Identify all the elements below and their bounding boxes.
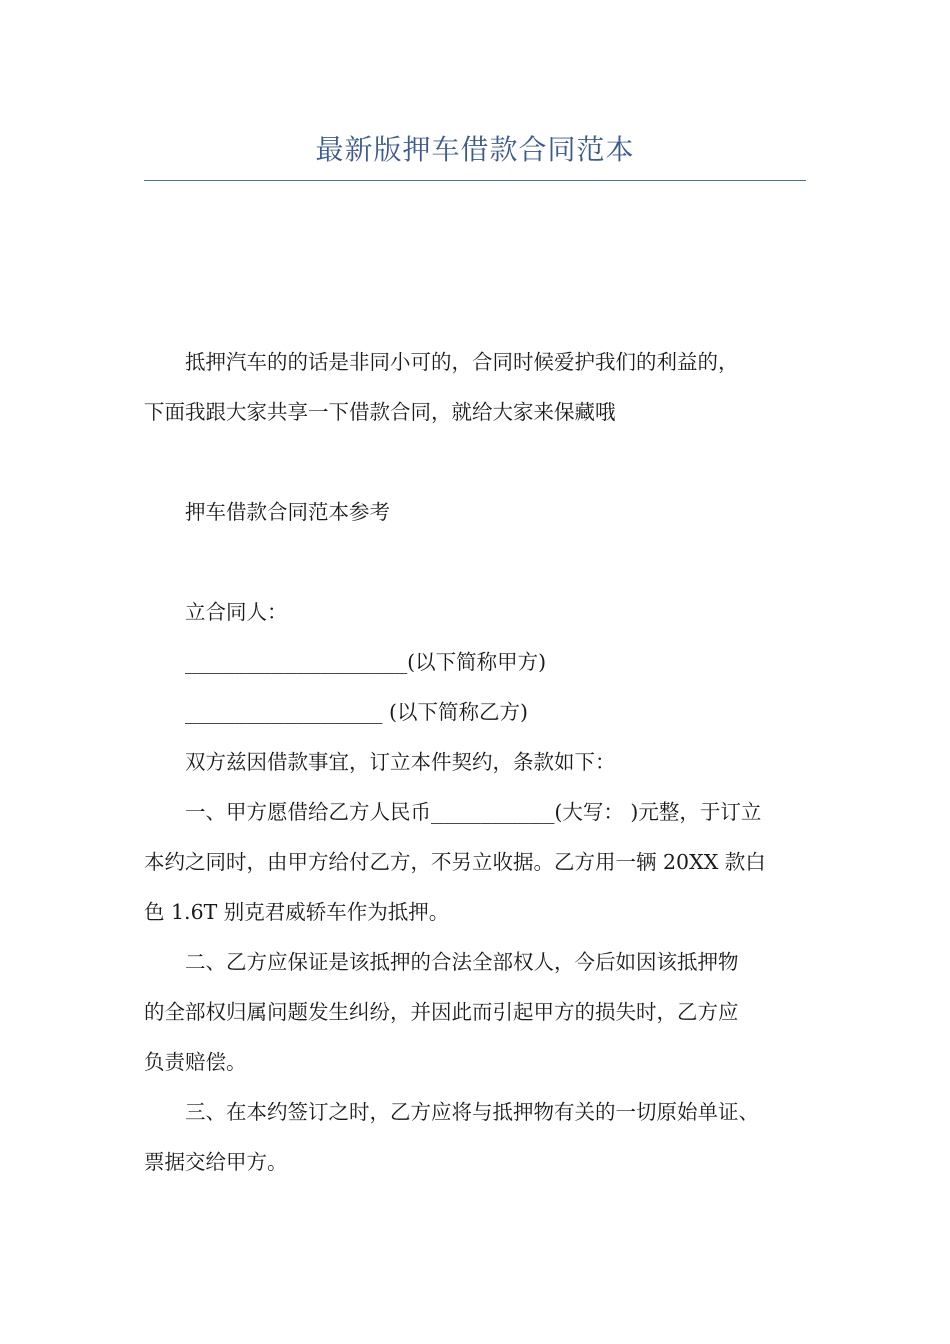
clause-3-line-1: 三、在本约签订之时，乙方应将与抵押物有关的一切原始单证、 (185, 1100, 759, 1124)
clause-1-text-b: (大写： )元整，于订立 (554, 800, 762, 824)
party-b-blank: ________________ (185, 700, 383, 724)
clause-2-line-2: 的全部权归属问题发生纠纷，并因此而引起甲方的损失时，乙方应 (144, 1000, 739, 1024)
clause-2-line-3: 负责赔偿。 (144, 1050, 247, 1074)
intro-line-1: 抵押汽车的的话是非同小可的，合同时候爱护我们的利益的， (185, 350, 739, 374)
preamble: 双方兹因借款事宜，订立本件契约，条款如下： (185, 750, 616, 774)
title-underline (144, 180, 806, 181)
party-a-line (144, 637, 808, 687)
clause-1-text-a: 一、甲方愿借给乙方人民币 (185, 800, 431, 824)
party-b-text: (以下简称乙方) (382, 700, 528, 724)
clause-1-line-2: 本约之同时，由甲方给付乙方，不另立收据。乙方用一辆 20XX 款白 (144, 850, 766, 874)
clause-3-line-2: 票据交给甲方。 (144, 1150, 288, 1174)
party-b-line (144, 687, 808, 737)
parties-label: 立合同人： (185, 600, 288, 624)
document-body (144, 337, 808, 1187)
clause-1-blank: __________ (431, 800, 555, 824)
clause-1-line-1 (144, 787, 808, 837)
spacer (144, 537, 808, 587)
intro-line-2: 下面我跟大家共享一下借款合同，就给大家来保藏哦 (144, 400, 616, 424)
party-a-text: (以下简称甲方) (407, 650, 547, 674)
clause-1-line-3: 色 1.6T 别克君威轿车作为抵押。 (144, 900, 450, 924)
spacer (144, 437, 808, 487)
document-title: 最新版押车借款合同范本 (315, 133, 635, 166)
clause-2-line-1: 二、乙方应保证是该抵押的合法全部权人，今后如因该抵押物 (185, 950, 739, 974)
subtitle: 押车借款合同范本参考 (185, 500, 390, 524)
party-a-blank: __________________ (185, 650, 408, 674)
